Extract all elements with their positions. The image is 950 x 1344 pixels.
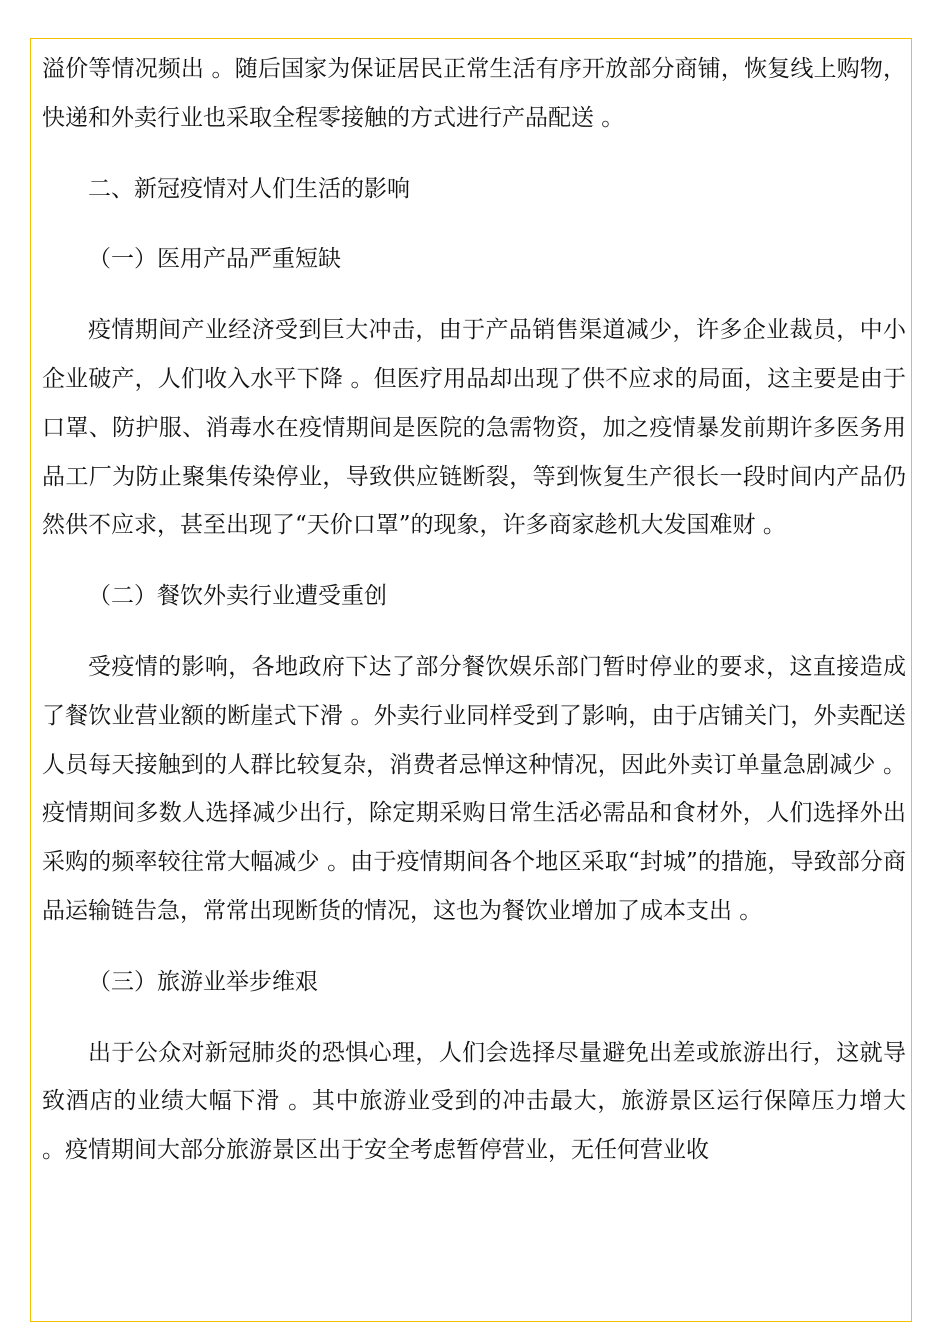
continuation-paragraph: 溢价等情况频出 。随后国家为保证居民正常生活有序开放部分商铺，恢复线上购物，快递和外卖行业也采取全程零接触的方式进行产品配送 。 (42, 56, 906, 131)
section-heading: 二、新冠疫情对人们生活的影响 (88, 175, 410, 202)
document-body (42, 45, 906, 1175)
body-paragraph-1: 疫情期间产业经济受到巨大冲击，由于产品销售渠道减少，许多企业裁员，中小企业破产，人们收入水平下降 。但医疗用品却出现了供不应求的局面，这主要是由于口罩、防护服、消毒水在疫情期间是医院的急需物资，加之疫情暴发前期许多医务用品工厂为防止聚集传染停业，导致供应链断裂，等到恢复生产很长一段时间内产品仍然供不应求，甚至出现了“天价口罩”的现象，许多商家趁机大发国难财 。 (42, 317, 906, 539)
subsection-heading-3: （三）旅游业举步维艰 (88, 968, 318, 995)
subsection-heading-2: （二）餐饮外卖行业遭受重创 (88, 583, 387, 610)
body-paragraph-2: 受疫情的影响，各地政府下达了部分餐饮娱乐部门暂时停业的要求，这直接造成了餐饮业营业额的断崖式下滑 。外卖行业同样受到了影响，由于店铺关门，外卖配送人员每天接触到的人群比较复杂，消费者忌惮这种情况，因此外卖订单量急剧减少 。疫情期间多数人选择减少出行，除定期采购日常生活必需品和食材外，人们选择外出采购的频率较往常大幅减少 。由于疫情期间各个地区采取“封城”的措施，导致部分商品运输链告急，常常出现断货的情况，这也为餐饮业增加了成本支出 。 (42, 653, 906, 924)
body-paragraph-3: 出于公众对新冠肺炎的恐惧心理，人们会选择尽量避免出差或旅游出行，这就导致酒店的业绩大幅下滑 。其中旅游业受到的冲击最大，旅游景区运行保障压力增大 。疫情期间大部分旅游景区出于安全考虑暂停营业，无任何营业收 (42, 1039, 906, 1164)
subsection-heading-1: （一）医用产品严重短缺 (88, 246, 341, 273)
